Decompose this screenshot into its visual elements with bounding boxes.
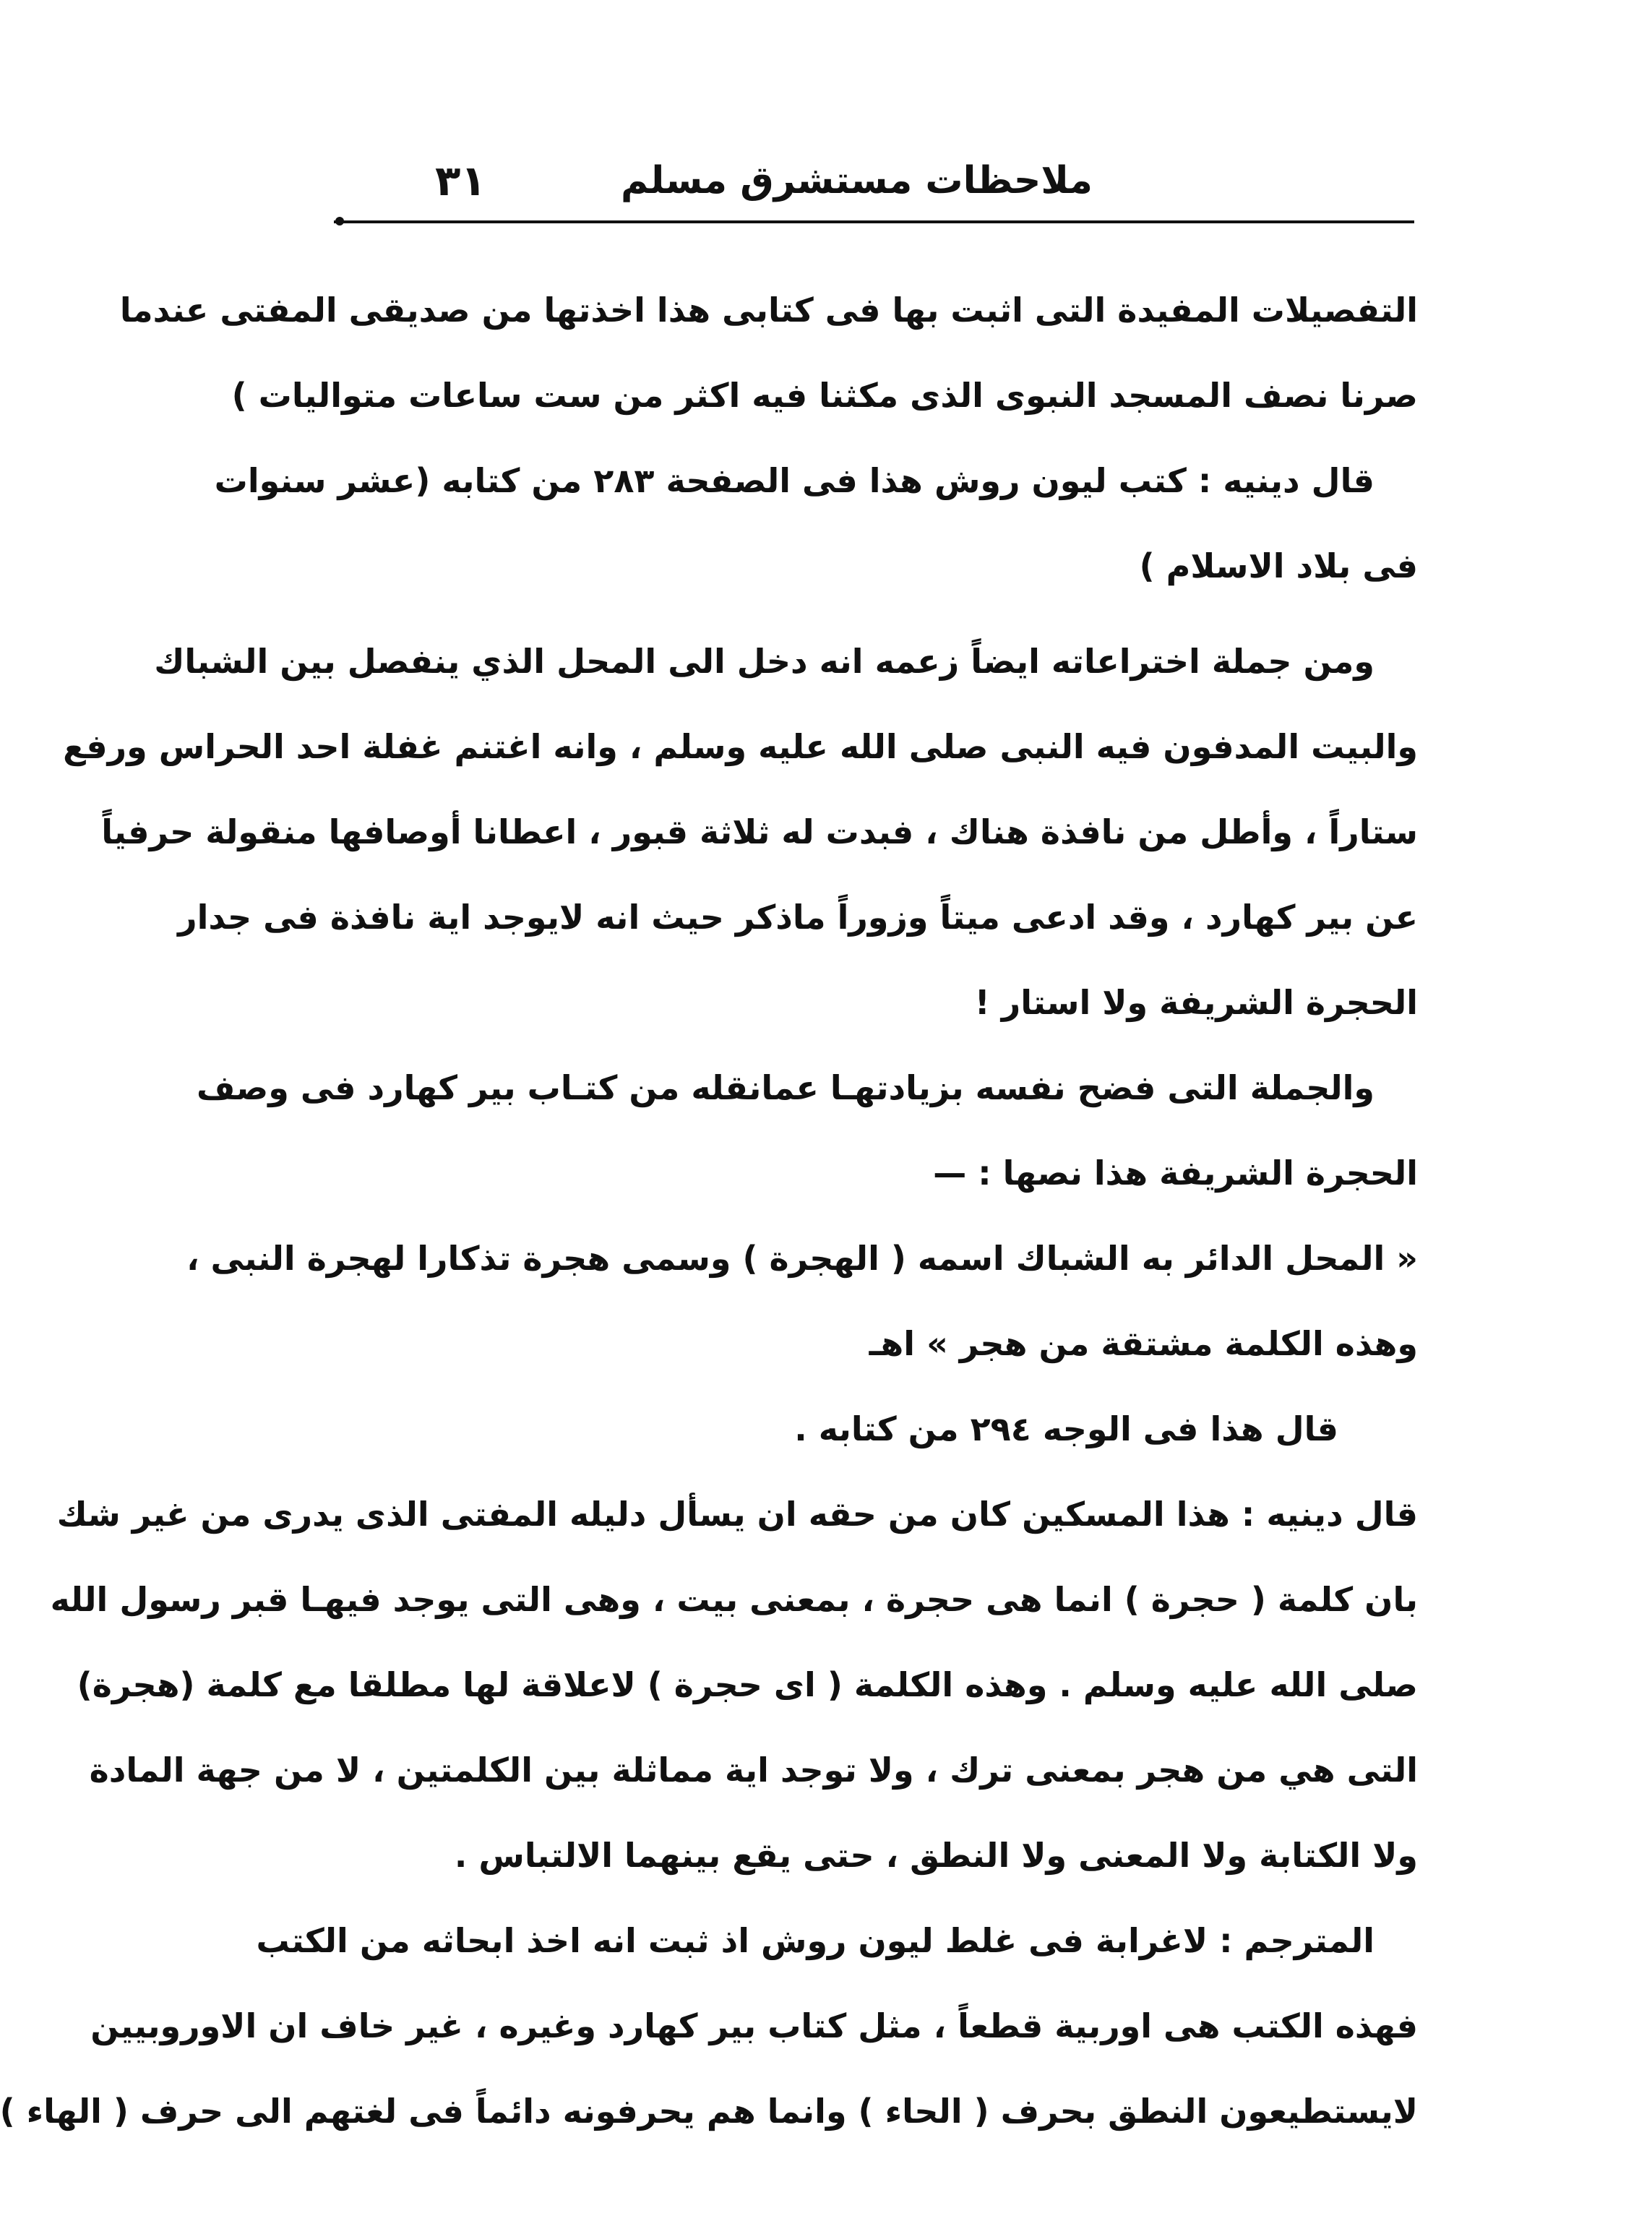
text-line: عن بير كهارد ، وقد ادعى ميتاً وزوراً ماذكر حيث انه لايوجد اية نافذة فى جدار [178, 898, 1418, 937]
text-line: صلى الله عليه وسلم . وهذه الكلمة ( اى حجرة ) لاعلاقة لها مطلقا مع كلمة (هجرة) [77, 1665, 1418, 1704]
text-line: الحجرة الشريفة هذا نصها : — [933, 1154, 1418, 1193]
text-line: ولا الكتابة ولا المعنى ولا النطق ، حتى يقع بينهما الالتباس . [454, 1836, 1418, 1875]
header-rule [334, 220, 1414, 223]
text-line: بان كلمة ( حجرة ) انما هى حجرة ، بمعنى بيت ، وهى التى يوجد فيهـا قبر رسول الله [50, 1580, 1418, 1619]
text-line: صرنا نصف المسجد النبوى الذى مكثنا فيه اكثر من ست ساعات متواليات ) [231, 376, 1418, 415]
text-line: والبيت المدفون فيه النبى صلى الله عليه وسلم ، وانه اغتنم غفلة احد الحراس ورفع [63, 727, 1418, 766]
text-line: قال دينيه : كتب ليون روش هذا فى الصفحة ٢٨٣ من كتابه (عشر سنوات [214, 461, 1374, 500]
text-line: التى هي من هجر بمعنى ترك ، ولا توجد اية مماثلة بين الكلمتين ، لا من جهة المادة [89, 1751, 1418, 1790]
text-line: ستاراً ، وأطل من نافذة هناك ، فبدت له ثلاثة قبور ، اعطانا أوصافها منقولة حرفياً [101, 812, 1418, 851]
rule-end-dot [335, 217, 344, 226]
running-title: ملاحظات مستشرق مسلم [621, 159, 1093, 202]
text-line: قال دينيه : هذا المسكين كان من حقه ان يسأل دليله المفتى الذى يدرى من غير شك [56, 1495, 1418, 1534]
text-line: فهذه الكتب هى اوربية قطعاً ، مثل كتاب بير كهارد وغيره ، غير خاف ان الاوروبيين [90, 2006, 1418, 2045]
text-line: والجملة التى فضح نفسه بزيادتهـا عمانقله من كتـاب بير كهارد فى وصف [196, 1068, 1374, 1107]
text-line: التفصيلات المفيدة التى اثبت بها فى كتابى هذا اخذتها من صديقى المفتى عندما [119, 291, 1418, 330]
text-line: قال هذا فى الوجه ٢٩٤ من كتابه . [794, 1409, 1338, 1448]
page-header [341, 148, 1411, 213]
quote-line: « المحل الدائر به الشباك اسمه ( الهجرة ) وسمى هجرة تذكارا لهجرة النبى ، [186, 1239, 1418, 1278]
text-line: الحجرة الشريفة ولا استار ! [974, 983, 1418, 1022]
text-line: ومن جملة اختراعاته ايضاً زعمه انه دخل الى المحل الذي ينفصل بين الشباك [154, 642, 1374, 681]
quote-line: وهذه الكلمة مشتقة من هجر » اهـ [869, 1324, 1418, 1363]
text-line: فى بلاد الاسلام ) [1139, 546, 1418, 585]
page-number: ٣١ [435, 156, 486, 205]
body-text [0, 267, 1418, 2154]
text-line: لايستطيعون النطق بحرف ( الحاء ) وانما هم يحرفونه دائماً فى لغتهم الى حرف ( الهاء ) [0, 2092, 1418, 2131]
text-line: المترجم : لاغرابة فى غلط ليون روش اذ ثبت انه اخذ ابحاثه من الكتب [256, 1921, 1374, 1960]
